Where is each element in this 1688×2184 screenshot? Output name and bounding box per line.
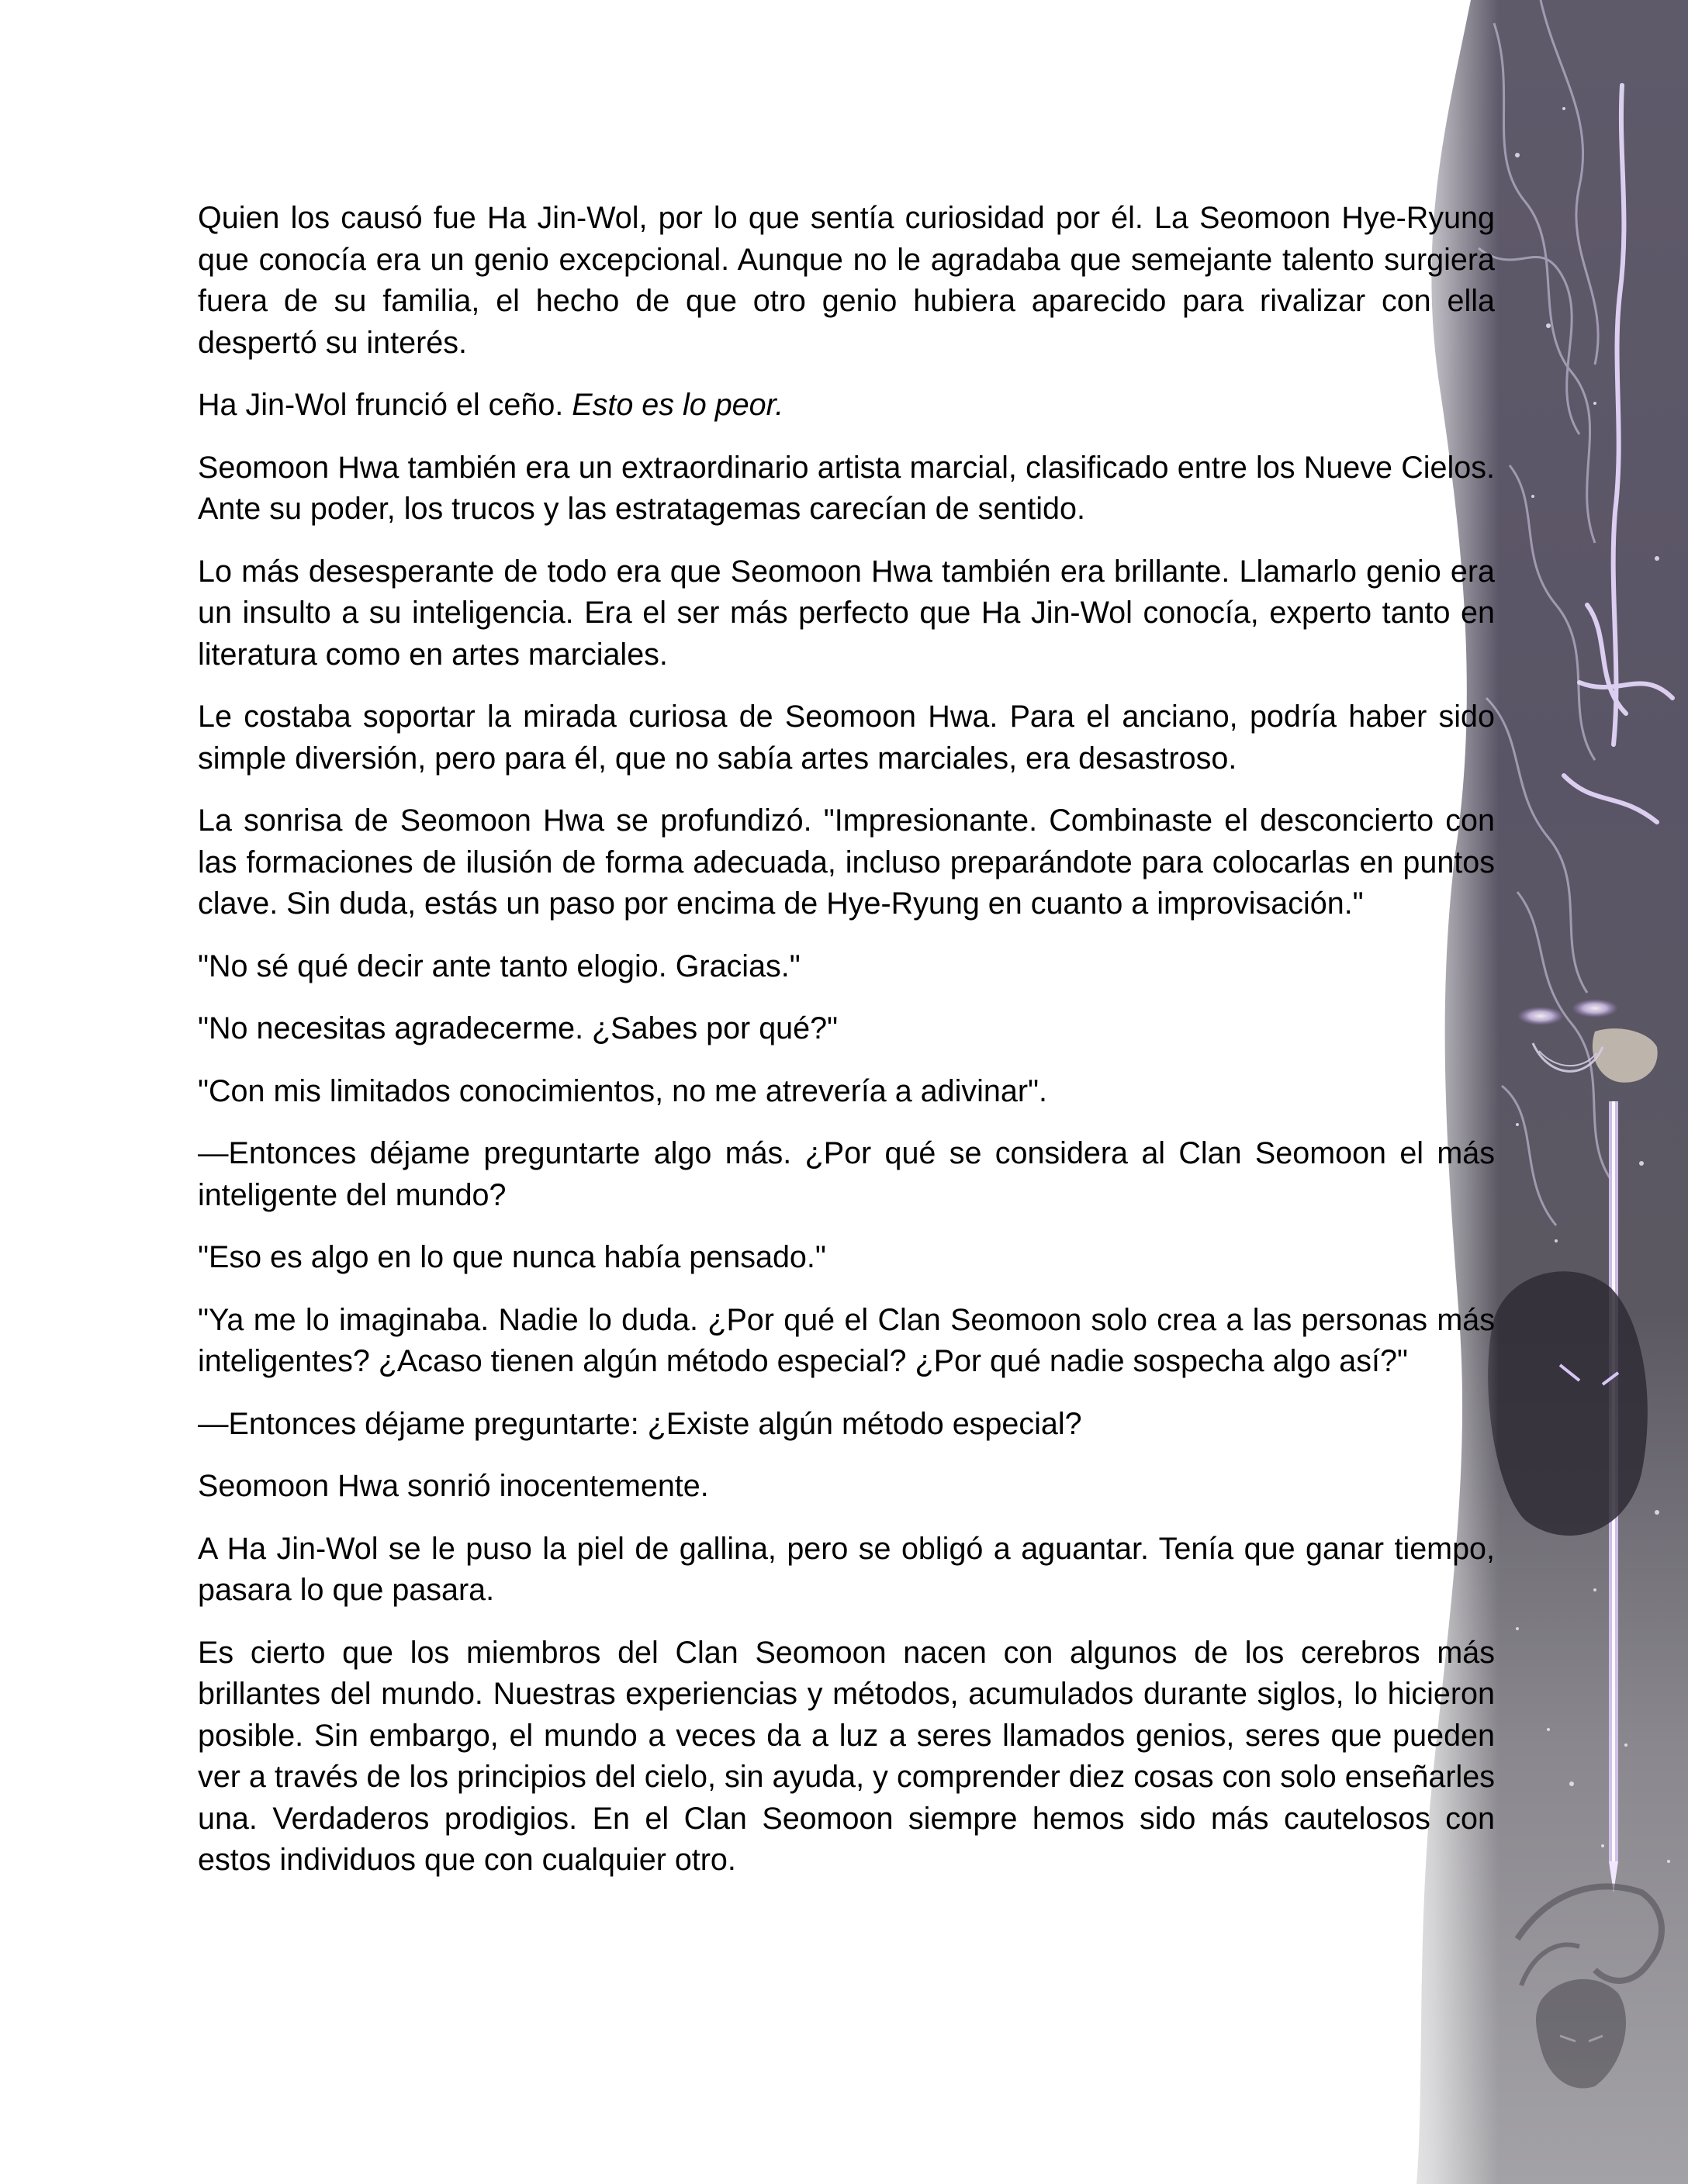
- paragraph: "No necesitas agradecerme. ¿Sabes por qué?": [198, 1011, 839, 1045]
- paragraph: Es cierto que los miembros del Clan Seomoon nacen con algunos de los cerebros más brillantes del mundo. Nuestras experiencias y métodos, acumulados durante siglos, lo hicieron posible. Sin embargo, el mundo a veces da a luz a seres llamados genios, seres que pueden ver a través de los principios del cielo, sin ayuda, y comprender diez cosas con solo enseñarles una. Verdaderos prodigios. En el Clan Seomoon siempre hemos sido más cautelosos con estos individuos que con cualquier otro.: [198, 1635, 1495, 1877]
- paragraph: "Eso es algo en lo que nunca había pensado.": [198, 1240, 826, 1274]
- paragraph: "Con mis limitados conocimientos, no me atrevería a adivinar".: [198, 1073, 1048, 1108]
- italic-thought: Esto es lo peor.: [572, 388, 784, 422]
- paragraph: Seomoon Hwa sonrió inocentemente.: [198, 1469, 709, 1503]
- paragraph: A Ha Jin-Wol se le puso la piel de gallina, pero se obligó a aguantar. Tenía que ganar tiempo, pasara lo que pasara.: [198, 1531, 1495, 1607]
- paragraph: "Ya me lo imaginaba. Nadie lo duda. ¿Por qué el Clan Seomoon solo crea a las personas más inteligentes? ¿Acaso tienen algún método especial? ¿Por qué nadie sospecha algo así?": [198, 1302, 1495, 1378]
- document-body: [198, 198, 1495, 1902]
- paragraph: Lo más desesperante de todo era que Seomoon Hwa también era brillante. Llamarlo genio era un insulto a su inteligencia. Era el ser más perfecto que Ha Jin-Wol conocía, experto tanto en literatura como en artes marciales.: [198, 554, 1495, 672]
- paragraph: —Entonces déjame preguntarte algo más. ¿Por qué se considera al Clan Seomoon el más inteligente del mundo?: [198, 1136, 1495, 1212]
- paragraph: La sonrisa de Seomoon Hwa se profundizó. "Impresionante. Combinaste el desconcierto con las formaciones de ilusión de forma adecuada, incluso preparándote para colocarlas en puntos clave. Sin duda, estás un paso por encima de Hye-Ryung en cuanto a improvisación.": [198, 803, 1495, 921]
- paragraph: —Entonces déjame preguntarte: ¿Existe algún método especial?: [198, 1406, 1082, 1441]
- paragraph: Seomoon Hwa también era un extraordinario artista marcial, clasificado entre los Nueve Cielos. Ante su poder, los trucos y las estratagemas carecían de sentido.: [198, 450, 1495, 526]
- paragraph: Le costaba soportar la mirada curiosa de Seomoon Hwa. Para el anciano, podría haber sido simple diversión, pero para él, que no sabía artes marciales, era desastroso.: [198, 700, 1495, 776]
- paragraph: [198, 385, 1495, 427]
- paragraph: "No sé qué decir ante tanto elogio. Gracias.": [198, 949, 801, 983]
- paragraph: Quien los causó fue Ha Jin-Wol, por lo que sentía curiosidad por él. La Seomoon Hye-Ryung que conocía era un genio excepcional. Aunque no le agradaba que semejante talento surgiera fuera de su familia, el hecho de que otro genio hubiera aparecido para rivalizar con ella despertó su interés.: [198, 201, 1495, 360]
- paragraph-text: Ha Jin-Wol frunció el ceño.: [198, 388, 572, 422]
